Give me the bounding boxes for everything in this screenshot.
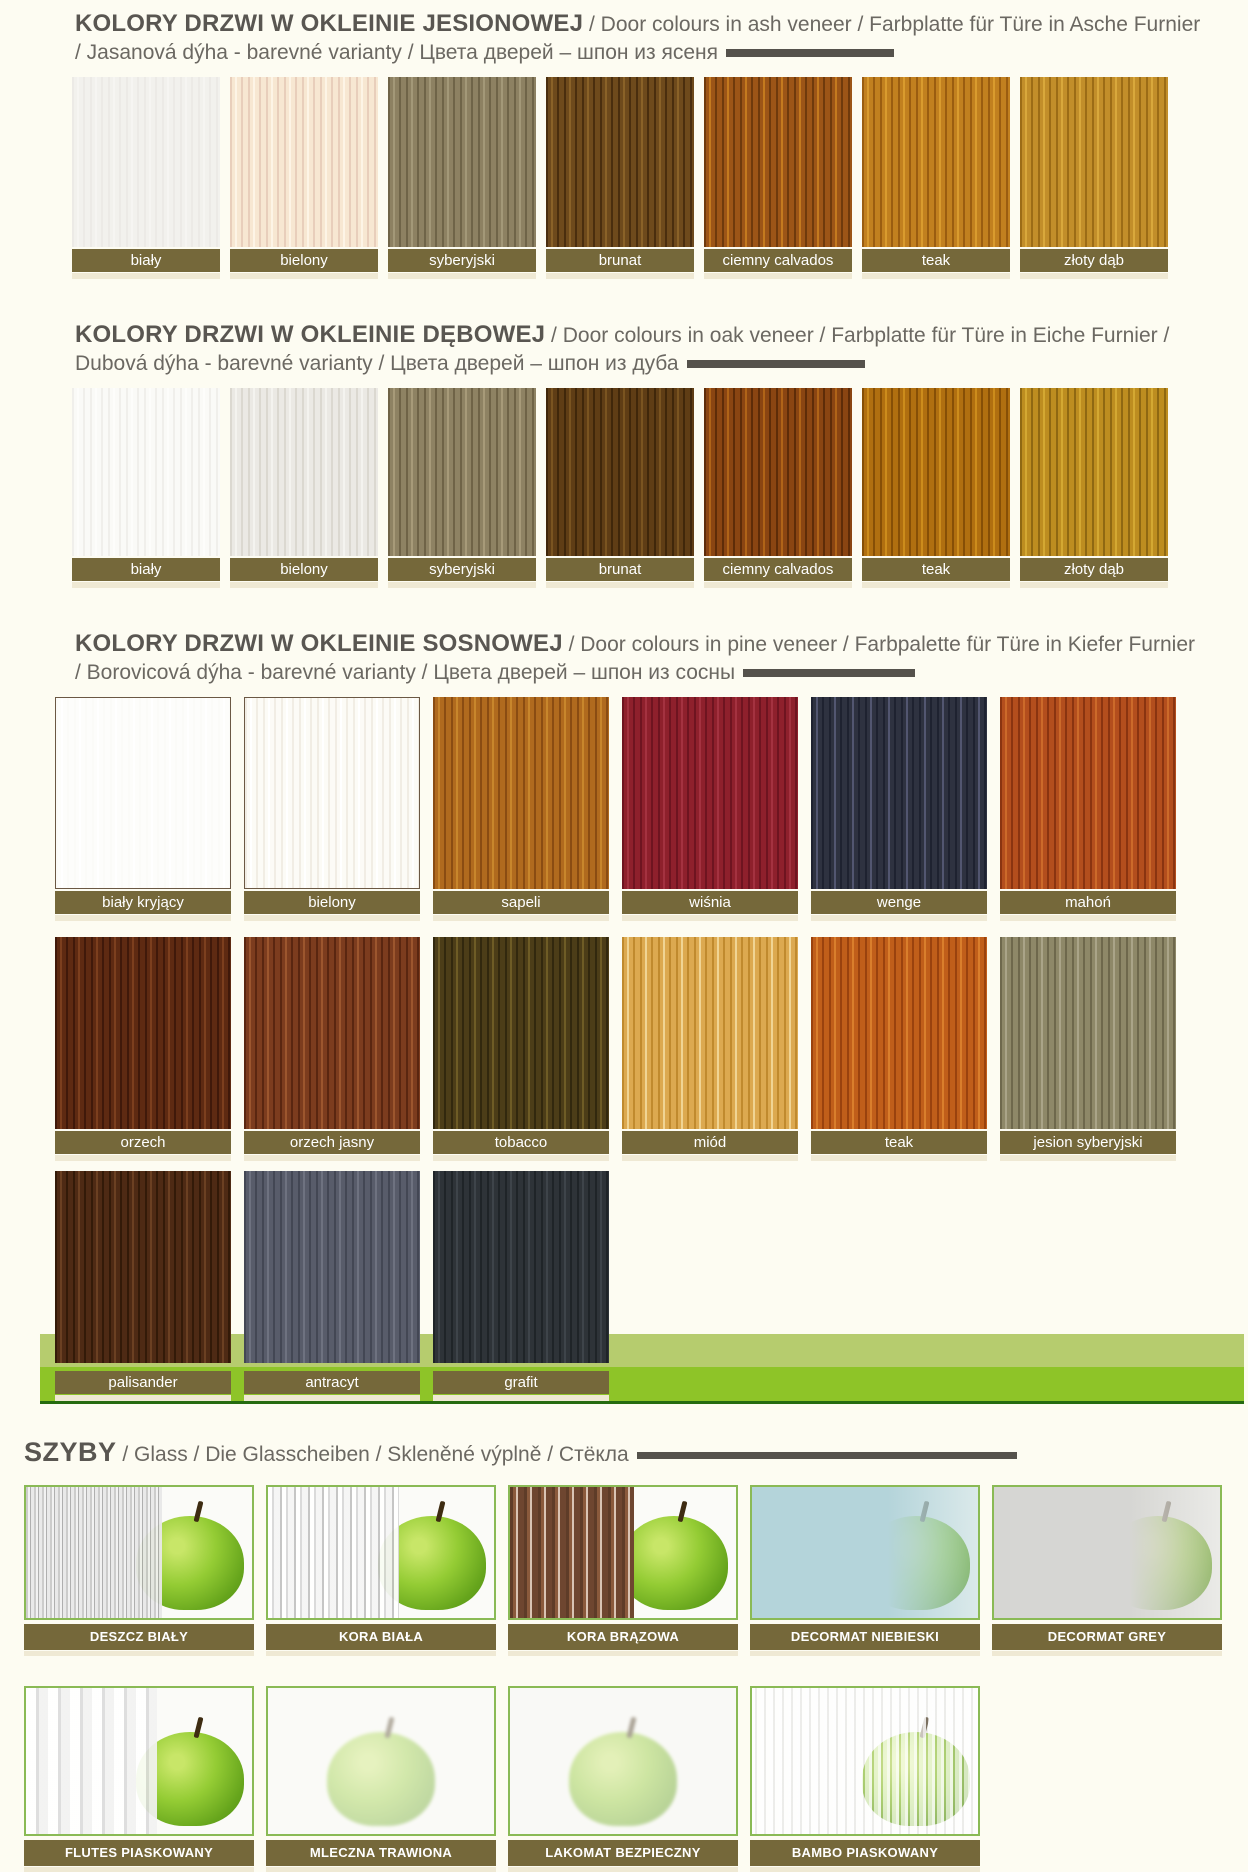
glass-label: DECORMAT GREY [992, 1624, 1222, 1650]
label-shadow [1020, 273, 1168, 279]
label-shadow [433, 915, 609, 921]
label-shadow [811, 915, 987, 921]
section-oak [0, 321, 1248, 588]
wood-swatch-antracyt [244, 1171, 420, 1363]
swatch-label: tobacco [433, 1131, 609, 1154]
wood-swatch-jesion-syberyjski [1000, 937, 1176, 1129]
wood-swatch-syberyjski [388, 388, 536, 556]
swatch-label: złoty dąb [1020, 558, 1168, 581]
section-ash [0, 10, 1248, 279]
swatch-cell [862, 388, 1010, 588]
section-title-pine [75, 630, 1205, 687]
glass-tile-kora-brazowa [508, 1485, 738, 1620]
swatch-label: teak [811, 1131, 987, 1154]
swatch-label: miód [622, 1131, 798, 1154]
swatch-cell [388, 388, 536, 588]
label-shadow [388, 582, 536, 588]
swatch-label: mahoń [1000, 891, 1176, 914]
glass-cell [508, 1485, 738, 1656]
label-shadow [862, 582, 1010, 588]
wood-swatch-miod [622, 937, 798, 1129]
title-glass-translations: / Glass / Die Glasscheiben / Skleněné výplně / Стёкла [116, 1443, 629, 1466]
glass-row1 [24, 1485, 1248, 1656]
label-shadow [72, 273, 220, 279]
glass-texture-overlay [752, 1688, 978, 1834]
swatch-label: syberyjski [388, 558, 536, 581]
swatch-label: teak [862, 558, 1010, 581]
apple-stem [436, 1501, 446, 1523]
swatch-cell [1020, 77, 1168, 279]
label-shadow [750, 1651, 980, 1656]
glass-texture-overlay [268, 1688, 494, 1834]
label-shadow [230, 582, 378, 588]
swatch-label: brunat [546, 558, 694, 581]
glass-texture-overlay [268, 1487, 399, 1618]
ash-swatch-row [72, 77, 1248, 279]
section-glass [0, 1438, 1248, 1872]
green-band-dark-line [40, 1401, 1244, 1404]
glass-tile-flutes-piaskowany [24, 1686, 254, 1836]
swatch-label: ciemny calvados [704, 558, 852, 581]
glass-texture-overlay [752, 1487, 978, 1618]
wood-swatch-bialy [72, 77, 220, 247]
wood-swatch-grafit [433, 1171, 609, 1363]
swatch-label: bielony [244, 891, 420, 914]
glass-tile-bambo-piaskowany [750, 1686, 980, 1836]
wood-swatch-bielony [230, 388, 378, 556]
section-title-ash [75, 10, 1205, 67]
label-shadow [244, 1155, 420, 1161]
label-shadow [433, 1395, 609, 1401]
apple-stem [194, 1717, 204, 1739]
label-shadow [1000, 1155, 1176, 1161]
wood-swatch-brunat [546, 388, 694, 556]
title-pine-bold: KOLORY DRZWI W OKLEINIE SOSNOWEJ [75, 630, 563, 657]
glass-texture-overlay [994, 1487, 1220, 1618]
title-ash-bold: KOLORY DRZWI W OKLEINIE JESIONOWEJ [75, 10, 584, 37]
swatch-cell [72, 388, 220, 588]
label-shadow [622, 1155, 798, 1161]
glass-cell [266, 1686, 496, 1872]
wood-swatch-orzech [55, 937, 231, 1129]
swatch-label: palisander [55, 1371, 231, 1394]
wood-swatch-zloty-dab [1020, 77, 1168, 247]
swatch-label: bielony [230, 558, 378, 581]
wood-swatch-sapeli [433, 697, 609, 889]
glass-label: KORA BIAŁA [266, 1624, 496, 1650]
glass-label: DESZCZ BIAŁY [24, 1624, 254, 1650]
label-shadow [622, 915, 798, 921]
swatch-cell [230, 388, 378, 588]
wood-swatch-teak [862, 77, 1010, 247]
label-shadow [704, 582, 852, 588]
wood-swatch-bielony [230, 77, 378, 247]
label-shadow [55, 1155, 231, 1161]
swatch-cell [244, 937, 420, 1161]
pine-row1 [55, 697, 1248, 921]
title-underline-bar [726, 49, 894, 57]
apple-image [620, 1516, 728, 1610]
glass-cell [266, 1485, 496, 1656]
swatch-label: antracyt [244, 1371, 420, 1394]
glass-cell [750, 1686, 980, 1872]
pine-row3-band-area [0, 1171, 1248, 1411]
swatch-label: teak [862, 249, 1010, 272]
swatch-label: biały [72, 249, 220, 272]
swatch-label: wiśnia [622, 891, 798, 914]
label-shadow [244, 915, 420, 921]
swatch-cell [55, 697, 231, 921]
label-shadow [811, 1155, 987, 1161]
swatch-cell [55, 1171, 231, 1401]
swatch-label: syberyjski [388, 249, 536, 272]
section-title-oak [75, 321, 1205, 378]
glass-label: FLUTES PIASKOWANY [24, 1840, 254, 1866]
label-shadow [388, 273, 536, 279]
swatch-cell [1000, 697, 1176, 921]
wood-swatch-wenge [811, 697, 987, 889]
label-shadow [1000, 915, 1176, 921]
swatch-cell [433, 1171, 609, 1401]
title-underline-bar [687, 360, 865, 368]
wood-swatch-bialy [72, 388, 220, 556]
oak-swatch-row [72, 388, 1248, 588]
glass-cell [24, 1686, 254, 1872]
title-oak-translations: / Door colours in oak veneer / Farbplatte für Türe in Eiche Furnier / Dubová dýha - barevné varianty / Цвета дверей – шпон из дуба [75, 324, 1170, 375]
title-underline-bar [637, 1452, 1017, 1459]
swatch-cell [72, 77, 220, 279]
swatch-cell [622, 697, 798, 921]
wood-swatch-bielony [244, 697, 420, 889]
swatch-cell [1000, 937, 1176, 1161]
pine-row3 [55, 1171, 1248, 1401]
label-shadow [992, 1651, 1222, 1656]
swatch-cell [244, 697, 420, 921]
section-title-glass [24, 1438, 1224, 1469]
swatch-cell [388, 77, 536, 279]
wood-swatch-syberyjski [388, 77, 536, 247]
glass-texture-overlay [26, 1487, 162, 1618]
glass-tile-mleczna-trawiona [266, 1686, 496, 1836]
swatch-cell [55, 937, 231, 1161]
glass-tile-kora-biala [266, 1485, 496, 1620]
label-shadow [546, 582, 694, 588]
glass-texture-overlay [26, 1688, 157, 1834]
glass-cell [508, 1686, 738, 1872]
swatch-cell [862, 77, 1010, 279]
swatch-label: grafit [433, 1371, 609, 1394]
label-shadow [72, 582, 220, 588]
wood-swatch-ciemny-calvados [704, 388, 852, 556]
swatch-label: sapeli [433, 891, 609, 914]
glass-cell [750, 1485, 980, 1656]
swatch-cell [546, 77, 694, 279]
swatch-cell [230, 77, 378, 279]
wood-swatch-teak [862, 388, 1010, 556]
swatch-label: złoty dąb [1020, 249, 1168, 272]
label-shadow [704, 273, 852, 279]
swatch-cell [811, 937, 987, 1161]
swatch-cell [622, 937, 798, 1161]
swatch-label: orzech jasny [244, 1131, 420, 1154]
wood-swatch-palisander [55, 1171, 231, 1363]
section-pine [0, 630, 1248, 1411]
wood-swatch-zloty-dab [1020, 388, 1168, 556]
glass-tile-lakomat-bezpieczny [508, 1686, 738, 1836]
label-shadow [433, 1155, 609, 1161]
title-glass-bold: SZYBY [24, 1437, 117, 1467]
glass-tile-decormat-niebieski [750, 1485, 980, 1620]
swatch-cell [704, 388, 852, 588]
swatch-cell [811, 697, 987, 921]
title-underline-bar [743, 669, 915, 677]
glass-label: BAMBO PIASKOWANY [750, 1840, 980, 1866]
swatch-cell [433, 937, 609, 1161]
glass-row2 [24, 1686, 1248, 1872]
apple-stem [194, 1501, 204, 1523]
swatch-label: orzech [55, 1131, 231, 1154]
label-shadow [266, 1651, 496, 1656]
glass-tile-deszcz-bialy [24, 1485, 254, 1620]
wood-swatch-wisnia [622, 697, 798, 889]
label-shadow [24, 1651, 254, 1656]
label-shadow [862, 273, 1010, 279]
apple-stem [678, 1501, 688, 1523]
swatch-cell [244, 1171, 420, 1401]
title-oak-bold: KOLORY DRZWI W OKLEINIE DĘBOWEJ [75, 321, 546, 348]
glass-texture-overlay [510, 1487, 634, 1618]
swatch-label: wenge [811, 891, 987, 914]
glass-tile-decormat-grey [992, 1485, 1222, 1620]
swatch-cell [1020, 388, 1168, 588]
wood-swatch-bialy-kryjacy [55, 697, 231, 889]
swatch-label: jesion syberyjski [1000, 1131, 1176, 1154]
swatch-label: brunat [546, 249, 694, 272]
wood-swatch-orzech-jasny [244, 937, 420, 1129]
pine-row2 [55, 937, 1248, 1161]
label-shadow [55, 915, 231, 921]
wood-swatch-tobacco [433, 937, 609, 1129]
glass-label: KORA BRĄZOWA [508, 1624, 738, 1650]
title-pine-translations: / Door colours in pine veneer / Farbpalette für Türe in Kiefer Furnier / Borovicová dýha - barevné varianty / Цвета дверей – шпон из сосны [75, 633, 1195, 684]
label-shadow [55, 1395, 231, 1401]
label-shadow [546, 273, 694, 279]
swatch-label: ciemny calvados [704, 249, 852, 272]
wood-swatch-brunat [546, 77, 694, 247]
swatch-label: biały [72, 558, 220, 581]
swatch-label: biały kryjący [55, 891, 231, 914]
title-ash-translations: / Door colours in ash veneer / Farbplatte für Türe in Asche Furnier / Jasanová dýha - barevné varianty / Цвета дверей – шпон из ясеня [75, 13, 1201, 64]
glass-cell [992, 1485, 1222, 1656]
swatch-cell [433, 697, 609, 921]
swatch-cell [546, 388, 694, 588]
glass-label: LAKOMAT BEZPIECZNY [508, 1840, 738, 1866]
wood-swatch-ciemny-calvados [704, 77, 852, 247]
label-shadow [230, 273, 378, 279]
glass-label: MLECZNA TRAWIONA [266, 1840, 496, 1866]
label-shadow [244, 1395, 420, 1401]
swatch-label: bielony [230, 249, 378, 272]
glass-cell [24, 1485, 254, 1656]
label-shadow [508, 1651, 738, 1656]
glass-label: DECORMAT NIEBIESKI [750, 1624, 980, 1650]
wood-swatch-teak [811, 937, 987, 1129]
wood-swatch-mahon [1000, 697, 1176, 889]
glass-texture-overlay [510, 1688, 736, 1834]
swatch-cell [704, 77, 852, 279]
label-shadow [1020, 582, 1168, 588]
